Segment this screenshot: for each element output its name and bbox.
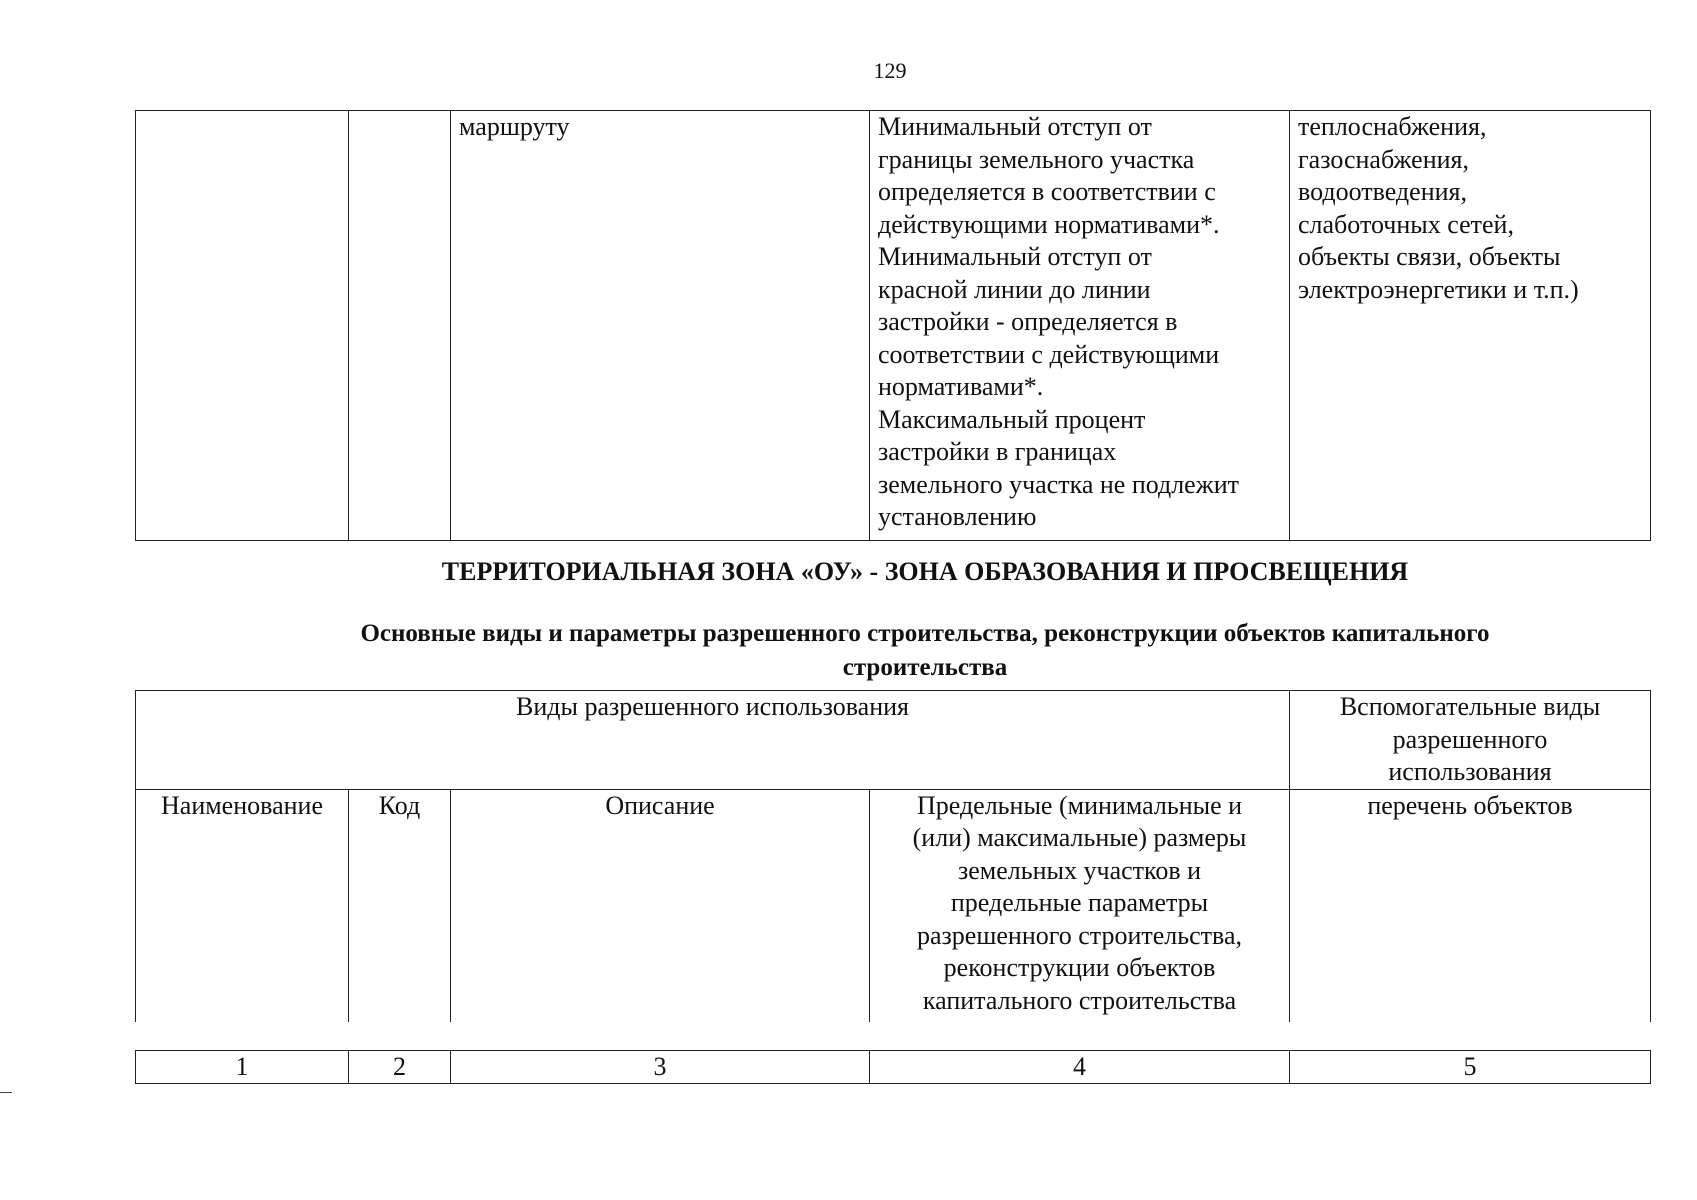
- parameters-line: нормативами*.: [878, 372, 1044, 401]
- parameters-header-line: реконструкции объектов: [943, 953, 1216, 982]
- description-header-cell: Описание: [451, 789, 870, 1022]
- table-row: [136, 691, 1651, 790]
- name-cell: [136, 111, 349, 541]
- parameters-line: застройки в границах: [878, 437, 1117, 466]
- parameters-line: Минимальный отступ от: [878, 242, 1152, 271]
- column-number: 5: [1290, 1051, 1651, 1084]
- column-number: 1: [136, 1051, 349, 1084]
- parameters-header-line: земельных участков и: [957, 855, 1202, 885]
- auxiliary-line: теплоснабжения,: [1298, 112, 1487, 141]
- group-header-cell: Виды разрешенного использования: [136, 691, 1290, 790]
- parameters-line: Максимальный процент: [878, 404, 1146, 434]
- column-number: 3: [451, 1051, 870, 1084]
- auxiliary-line: электроэнергетики и т.п.): [1298, 274, 1579, 304]
- auxiliary-header-cell: [1290, 691, 1651, 790]
- parameters-header-line: разрешенного строительства,: [917, 920, 1242, 950]
- parameters-line: установлению: [878, 502, 1037, 531]
- table-row: [136, 111, 1651, 541]
- auxiliary-header-line: Вспомогательные виды: [1339, 692, 1601, 721]
- code-cell: [349, 111, 451, 541]
- code-header-cell: Код: [349, 789, 451, 1022]
- column-number-table: [135, 1050, 1651, 1084]
- parameters-header-cell: [870, 789, 1290, 1022]
- page-number: 129: [873, 58, 907, 83]
- continuation-table: [135, 110, 1651, 541]
- auxiliary-line: слаботочных сетей,: [1298, 209, 1514, 239]
- parameters-header-line: предельные параметры: [950, 888, 1209, 917]
- auxiliary-line: объекты связи, объекты: [1298, 242, 1561, 271]
- column-number: 4: [870, 1051, 1290, 1084]
- subtitle-line: строительства: [842, 654, 1008, 681]
- parameters-header-line: (или) максимальные) размеры: [912, 823, 1247, 852]
- table-row: [136, 1051, 1651, 1084]
- zone-title: ТЕРРИТОРИАЛЬНАЯ ЗОНА «ОУ» - ЗОНА ОБРАЗОВАНИЯ И ПРОСВЕЩЕНИЯ: [441, 557, 1409, 586]
- subtitle-line: Основные виды и параметры разрешенного строительства, реконструкции объектов капитального: [360, 620, 1490, 647]
- parameters-line: границы земельного участка: [878, 144, 1195, 174]
- auxiliary-list-header-cell: перечень объектов: [1290, 789, 1651, 1022]
- parameters-line: красной линии до линии: [878, 274, 1151, 304]
- auxiliary-header-line: использования: [1388, 757, 1552, 786]
- auxiliary-cell: [1290, 111, 1651, 541]
- table-row: [136, 789, 1651, 1022]
- header-table: [135, 690, 1651, 1022]
- parameters-line: определяется в соответствии с: [878, 177, 1216, 206]
- parameters-line: земельного участка не подлежит: [878, 469, 1239, 499]
- parameters-line: Минимальный отступ от: [878, 112, 1152, 141]
- auxiliary-line: водоотведения,: [1298, 177, 1467, 206]
- section-subtitle: [200, 617, 1650, 685]
- parameters-cell: [870, 111, 1290, 541]
- parameters-line: застройки - определяется в: [878, 307, 1178, 336]
- margin-mark: [0, 1092, 12, 1093]
- parameters-line: действующими нормативами*.: [878, 209, 1220, 239]
- parameters-header-line: Предельные (минимальные и: [916, 790, 1243, 820]
- description-cell: маршруту: [451, 111, 870, 541]
- name-header-cell: Наименование: [136, 789, 349, 1022]
- parameters-line: соответствии с действующими: [878, 339, 1220, 369]
- column-number: 2: [349, 1051, 451, 1084]
- parameters-header-line: капитального строительства: [922, 985, 1237, 1015]
- auxiliary-header-line: разрешенного: [1392, 724, 1548, 754]
- auxiliary-line: газоснабжения,: [1298, 144, 1469, 174]
